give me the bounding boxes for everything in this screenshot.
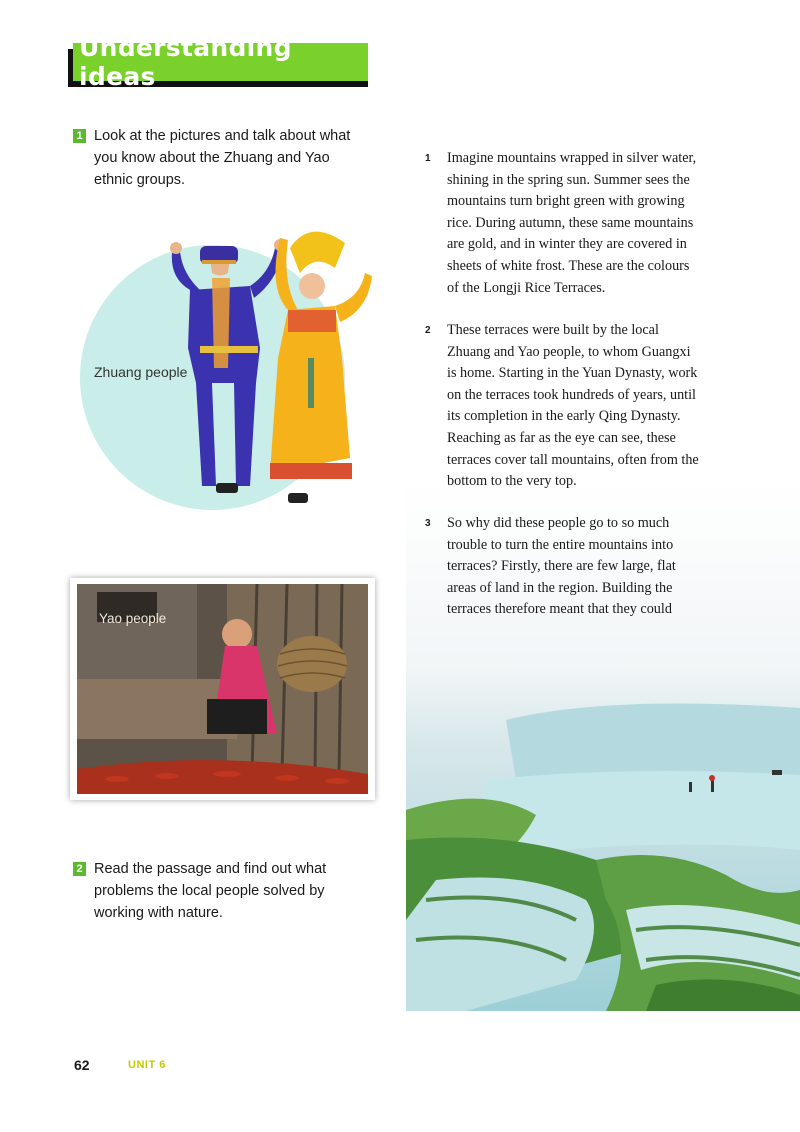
passage-paragraph-2 (425, 320, 715, 493)
header-divider (410, 49, 411, 75)
activity-1-instructions (94, 125, 374, 191)
activity-number-badge: 2 (73, 862, 86, 876)
paragraph-number: 2 (425, 325, 431, 336)
yao-people-photo (70, 578, 375, 800)
passage-line: are gold, and in winter they are covered in (447, 236, 687, 253)
activity-2 (73, 858, 374, 924)
activity-number-badge: 1 (73, 129, 86, 143)
passage-paragraph-1 (425, 148, 715, 299)
passage-line: terraces cover tall mountains, often from the (447, 451, 699, 468)
activity-line: working with nature. (94, 905, 223, 921)
passage-line: of the Longji Rice Terraces. (447, 279, 606, 296)
passage-line: bottom to the very top. (447, 473, 577, 490)
passage-line: its completion in the early Qing Dynasty. (447, 408, 681, 425)
page-number: 62 (74, 1057, 90, 1073)
passage-line: So why did these people go to so much (447, 515, 670, 531)
activity-2-instructions (94, 858, 374, 924)
passage-line: terraces therefore meant that they could (447, 601, 672, 618)
paragraph-number: 1 (425, 153, 431, 164)
yao-photo-image (77, 584, 368, 794)
passage-line: Zhuang and Yao people, to whom Guangxi (447, 343, 691, 360)
section-header (73, 33, 368, 91)
passage-line: Imagine mountains wrapped in silver water, (447, 150, 697, 166)
paragraph-number: 3 (425, 518, 431, 529)
passage-line: areas of land in the region. Building the (447, 579, 673, 596)
section-title: Understanding ideas (79, 33, 292, 91)
passage-line: shining in the spring sun. Summer sees the (447, 171, 690, 188)
passage-line: rice. During autumn, these same mountains (447, 214, 694, 231)
female-dancer-figure (270, 232, 372, 479)
passage-line: is home. Starting in the Yuan Dynasty, work (447, 365, 698, 382)
passage-line: mountains turn bright green with growing (447, 193, 685, 210)
passage-line: on the terraces took hundreds of years, until (447, 386, 696, 403)
passage-line: These terraces were built by the local (447, 322, 659, 338)
activity-line: problems the local people solved by (94, 883, 325, 899)
activity-line: you know about the Zhuang and Yao (94, 150, 330, 166)
passage-line: trouble to turn the entire mountains into (447, 536, 674, 553)
activity-line: Look at the pictures and talk about what (94, 128, 351, 144)
passage-line: sheets of white frost. These are the colours (447, 257, 690, 274)
activity-1 (73, 125, 374, 191)
passage-line: terraces? Firstly, there are few large, flat (447, 558, 676, 575)
zhuang-people-label: Zhuang people (94, 364, 188, 380)
yao-people-label: Yao people (99, 611, 167, 626)
triangle-down-icon (416, 56, 432, 66)
activity-line: ethnic groups. (94, 172, 186, 188)
passage-paragraph-3 (425, 513, 715, 621)
activity-line: Read the passage and find out what (94, 861, 327, 877)
passage-line: Reaching as far as the eye can see, these (447, 429, 676, 446)
unit-label: UNIT 6 (128, 1059, 166, 1071)
